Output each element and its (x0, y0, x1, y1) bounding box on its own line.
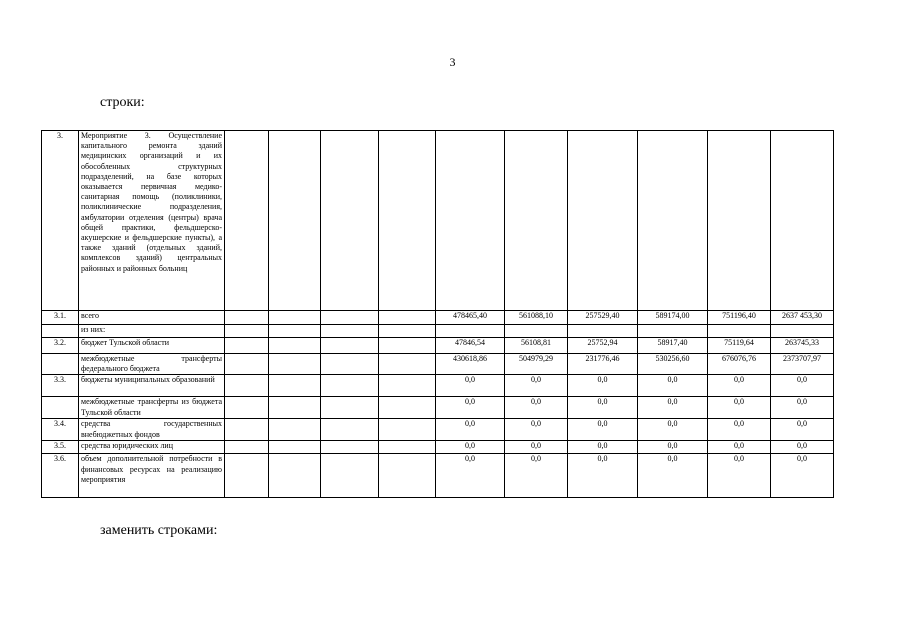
program-table (41, 130, 834, 498)
empty-cell (379, 131, 436, 311)
value-cell: 430618,86 (436, 354, 505, 375)
empty-cell (321, 441, 379, 454)
table-row (42, 441, 834, 454)
value-cell: 0,0 (771, 441, 834, 454)
empty-cell (269, 441, 321, 454)
value-cell: 0,0 (568, 419, 638, 441)
row-number (42, 325, 79, 338)
value-cell: 0,0 (708, 454, 771, 498)
table-body (42, 131, 834, 498)
empty-cell (321, 419, 379, 441)
empty-cell (379, 375, 436, 397)
empty-cell (321, 354, 379, 375)
empty-cell (225, 311, 269, 325)
value-cell: 58917,40 (638, 338, 708, 354)
value-cell (568, 325, 638, 338)
page-number: 3 (449, 55, 456, 69)
value-cell: 0,0 (638, 419, 708, 441)
empty-cell (321, 131, 379, 311)
value-cell: 0,0 (436, 454, 505, 498)
row-name: всего (79, 311, 225, 325)
empty-cell (225, 325, 269, 338)
empty-cell (379, 454, 436, 498)
table-row (42, 419, 834, 441)
value-cell: 0,0 (638, 397, 708, 419)
empty-cell (379, 419, 436, 441)
value-cell: 75119,64 (708, 338, 771, 354)
value-cell: 0,0 (708, 397, 771, 419)
empty-cell (269, 131, 321, 311)
value-cell: 2373707,97 (771, 354, 834, 375)
row-number: 3.4. (42, 419, 79, 441)
row-name: бюджеты муниципальных образований (79, 375, 225, 397)
row-name: межбюджетные трансферты из бюджета Тульской области (79, 397, 225, 419)
value-cell: 0,0 (638, 454, 708, 498)
empty-cell (379, 441, 436, 454)
empty-cell (321, 338, 379, 354)
value-cell: 0,0 (436, 375, 505, 397)
value-cell: 0,0 (568, 375, 638, 397)
row-name: межбюджетные трансферты федерального бюджета (79, 354, 225, 375)
row-name: объем дополнительной потребности в финансовых ресурсах на реализацию мероприятия (79, 454, 225, 498)
empty-cell (379, 311, 436, 325)
value-cell (708, 131, 771, 311)
empty-cell (269, 311, 321, 325)
empty-cell (321, 397, 379, 419)
empty-cell (269, 325, 321, 338)
value-cell: 0,0 (505, 441, 568, 454)
value-cell: 530256,60 (638, 354, 708, 375)
value-cell (771, 325, 834, 338)
empty-cell (379, 397, 436, 419)
value-cell (568, 131, 638, 311)
empty-cell (225, 131, 269, 311)
value-cell: 0,0 (505, 375, 568, 397)
empty-cell (269, 454, 321, 498)
outro-text: заменить строками: (100, 523, 218, 538)
empty-cell (225, 354, 269, 375)
value-cell: 0,0 (568, 397, 638, 419)
row-number: 3.2. (42, 338, 79, 354)
row-name: бюджет Тульской области (79, 338, 225, 354)
row-number (42, 354, 79, 375)
value-cell: 561088,10 (505, 311, 568, 325)
table-row (42, 131, 834, 311)
row-name: средства государственных внебюджетных фондов (79, 419, 225, 441)
row-number (42, 397, 79, 419)
table-row (42, 311, 834, 325)
value-cell: 751196,40 (708, 311, 771, 325)
value-cell: 0,0 (708, 375, 771, 397)
value-cell: 0,0 (771, 419, 834, 441)
row-number: 3. (42, 131, 79, 311)
value-cell: 478465,40 (436, 311, 505, 325)
value-cell: 0,0 (436, 397, 505, 419)
value-cell: 2637 453,30 (771, 311, 834, 325)
value-cell (436, 131, 505, 311)
row-number: 3.3. (42, 375, 79, 397)
empty-cell (321, 325, 379, 338)
value-cell: 0,0 (638, 441, 708, 454)
value-cell: 0,0 (708, 441, 771, 454)
value-cell: 25752,94 (568, 338, 638, 354)
intro-text: строки: (100, 95, 145, 110)
value-cell: 504979,29 (505, 354, 568, 375)
table-row (42, 338, 834, 354)
value-cell: 0,0 (568, 454, 638, 498)
empty-cell (269, 354, 321, 375)
value-cell: 231776,46 (568, 354, 638, 375)
value-cell (638, 131, 708, 311)
value-cell (708, 325, 771, 338)
value-cell: 257529,40 (568, 311, 638, 325)
value-cell (436, 325, 505, 338)
value-cell: 0,0 (771, 454, 834, 498)
value-cell: 0,0 (708, 419, 771, 441)
table-row (42, 375, 834, 397)
table-row (42, 354, 834, 375)
row-number: 3.5. (42, 441, 79, 454)
empty-cell (379, 338, 436, 354)
empty-cell (269, 419, 321, 441)
empty-cell (379, 325, 436, 338)
empty-cell (225, 375, 269, 397)
value-cell (505, 131, 568, 311)
empty-cell (269, 338, 321, 354)
empty-cell (225, 397, 269, 419)
value-cell: 0,0 (505, 419, 568, 441)
empty-cell (225, 454, 269, 498)
row-number: 3.1. (42, 311, 79, 325)
empty-cell (321, 454, 379, 498)
value-cell: 47846,54 (436, 338, 505, 354)
value-cell (638, 325, 708, 338)
empty-cell (269, 397, 321, 419)
value-cell: 0,0 (771, 375, 834, 397)
row-name: Мероприятие 3. Осуществление капитального ремонта зданий медицинских организаций и их обособленных структурных подразделений, на базе которых оказывается первичная медико-санитарная помощь (поликлиники, поликлинические подразделения, амбулатории отделения (центры) врача общей практики, фельдшерско-акушерские и фельдшерские пункты), а также зданий (отдельных зданий, комплексов зданий) центральных районных и районных больниц (79, 131, 225, 311)
table-row (42, 397, 834, 419)
value-cell (505, 325, 568, 338)
value-cell: 0,0 (638, 375, 708, 397)
empty-cell (379, 354, 436, 375)
value-cell: 0,0 (436, 441, 505, 454)
value-cell: 263745,33 (771, 338, 834, 354)
value-cell: 0,0 (568, 441, 638, 454)
empty-cell (225, 441, 269, 454)
value-cell: 0,0 (436, 419, 505, 441)
value-cell: 0,0 (771, 397, 834, 419)
row-number: 3.6. (42, 454, 79, 498)
row-name: средства юридических лиц (79, 441, 225, 454)
empty-cell (321, 311, 379, 325)
empty-cell (321, 375, 379, 397)
value-cell (771, 131, 834, 311)
empty-cell (225, 419, 269, 441)
value-cell: 676076,76 (708, 354, 771, 375)
table-row (42, 454, 834, 498)
value-cell: 589174,00 (638, 311, 708, 325)
table-row (42, 325, 834, 338)
value-cell: 56108,81 (505, 338, 568, 354)
empty-cell (269, 375, 321, 397)
row-name: из них: (79, 325, 225, 338)
value-cell: 0,0 (505, 397, 568, 419)
empty-cell (225, 338, 269, 354)
value-cell: 0,0 (505, 454, 568, 498)
